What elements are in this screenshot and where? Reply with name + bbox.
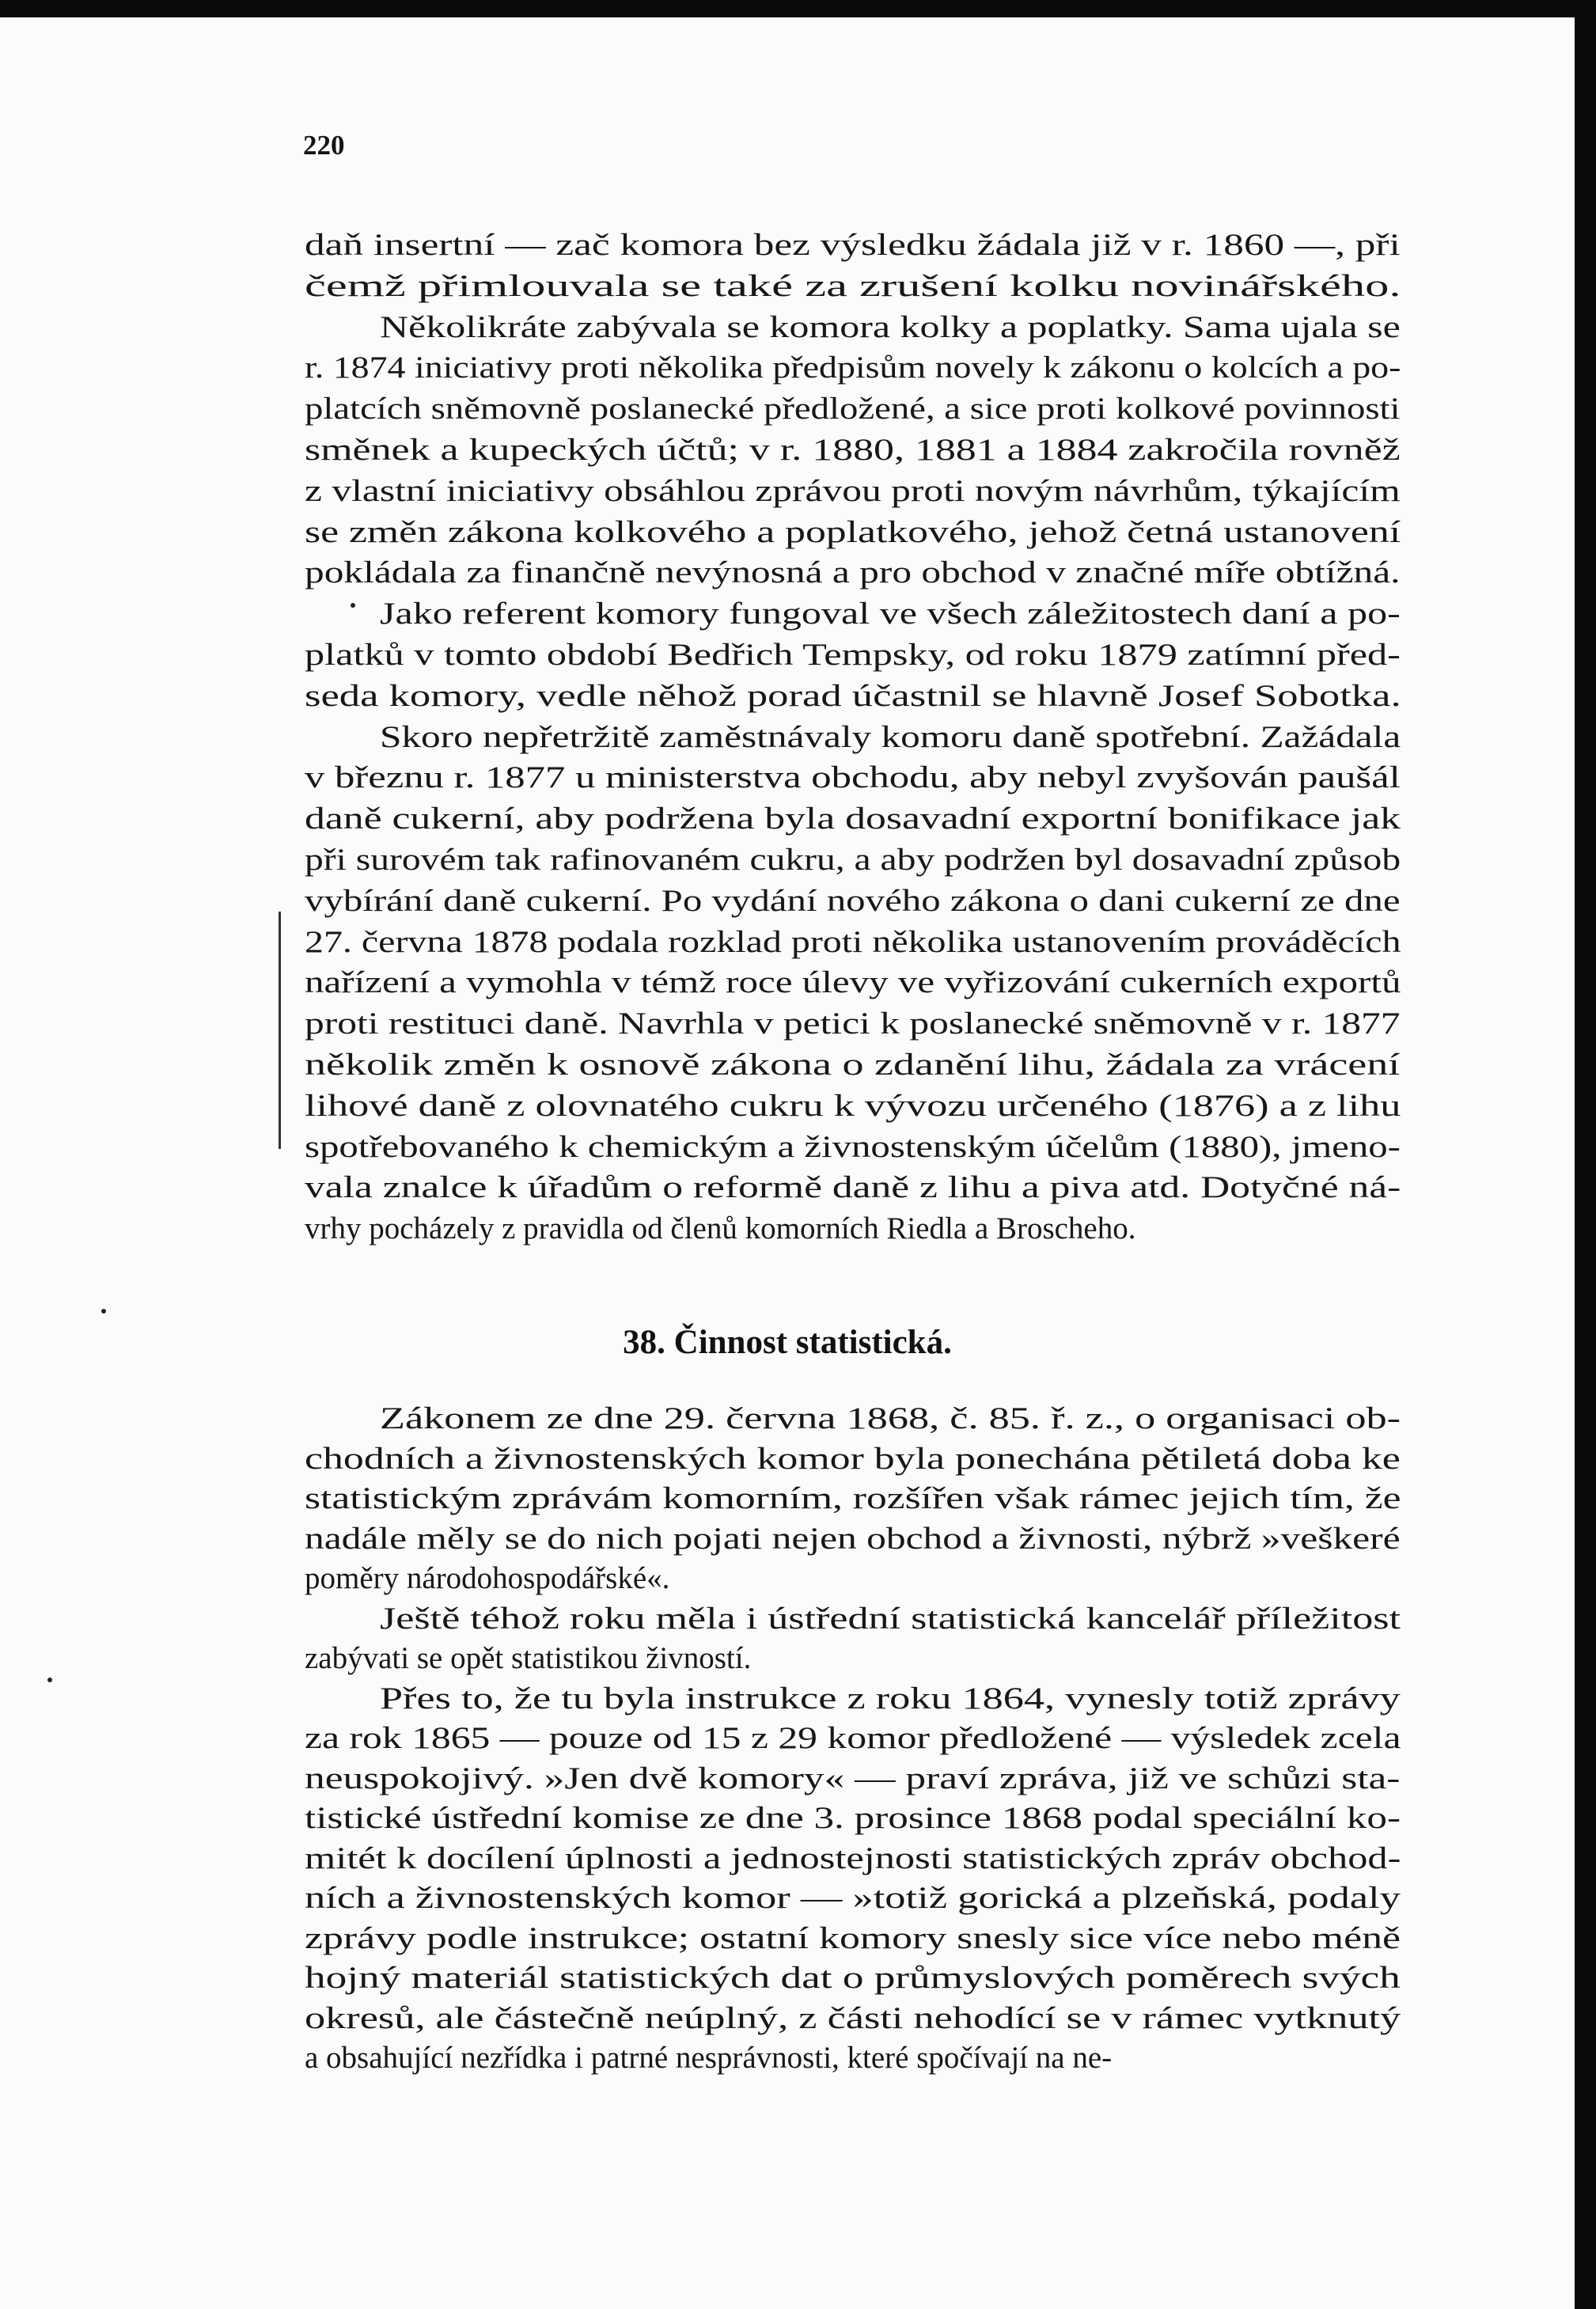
text-line: při surovém tak rafinovaném cukru, a aby podržen byl dosavadní způsob <box>305 843 1401 877</box>
text-line: seda komory, vedle něhož porad účastnil se hlavně Josef Sobotka. <box>305 679 1401 713</box>
margin-mark <box>279 912 281 1149</box>
text-line: statistickým zprávám komorním, rozšířen však rámec jejich tím, že <box>305 1481 1401 1515</box>
section-heading: 38. Činnost statistická. <box>623 1324 952 1361</box>
text-line: v březnu r. 1877 u ministerstva obchodu, aby nebyl zvyšován paušál <box>305 760 1401 794</box>
text-line: Několikráte zabývala se komora kolky a poplatky. Sama ujala se <box>380 310 1401 344</box>
text-line: pokládala za finančně nevýnosná a pro obchod v značné míře obtížná. <box>305 555 1401 590</box>
text-line: Ještě téhož roku měla i ústřední statistická kancelář příležitost <box>380 1602 1401 1636</box>
text-line: 27. června 1878 podala rozklad proti několika ustanovením prováděcích <box>305 925 1401 959</box>
text-line: ních a živnostenských komor — »totiž gorická a plzeňská, podaly <box>305 1881 1401 1915</box>
text-line: čemž přimlouvala se také za zrušení kolku novinářského. <box>305 269 1401 303</box>
book-page <box>0 17 1575 2309</box>
text-line: mitét k docílení úplnosti a jednostejnosti statistických zpráv obchod- <box>305 1841 1401 1875</box>
text-line: poměry národohospodářské«. <box>305 1561 670 1595</box>
scan-speck <box>47 1678 52 1682</box>
scan-speck <box>351 603 355 608</box>
scan-top-border <box>0 0 1596 17</box>
text-line: za rok 1865 — pouze od 15 z 29 komor předložené — výsledek zcela <box>305 1721 1401 1755</box>
text-line: r. 1874 iniciativy proti několika předpisům novely k zákonu o kolcích a po- <box>305 351 1401 385</box>
text-line: vala znalce k úřadům o reformě daně z lihu a piva atd. Dotyčné ná- <box>305 1170 1401 1204</box>
text-line: platcích sněmovně poslanecké předložené, a sice proti kolkové povinnosti <box>305 392 1401 426</box>
text-line: spotřebovaného k chemickým a živnostenským účelům (1880), jmeno- <box>305 1130 1401 1164</box>
text-line: zabývati se opět statistikou živností. <box>305 1641 752 1675</box>
text-line: hojný materiál statistických dat o průmyslových poměrech svých <box>305 1961 1401 1995</box>
text-line: zprávy podle instrukce; ostatní komory snesly sice více nebo méně <box>305 1921 1401 1955</box>
text-line: platků v tomto období Bedřich Tempsky, od roku 1879 zatímní před- <box>305 638 1401 672</box>
text-line: z vlastní iniciativy obsáhlou zprávou proti novým návrhům, týkajícím <box>305 474 1401 508</box>
text-line: vybírání daně cukerní. Po vydání nového zákona o dani cukerní ze dne <box>305 884 1401 918</box>
scan-speck <box>101 1309 106 1314</box>
text-line: proti restituci daně. Navrhla v petici k poslanecké sněmovně v r. 1877 <box>305 1007 1401 1041</box>
text-line: se změn zákona kolkového a poplatkového, jehož četná ustanovení <box>305 515 1401 549</box>
text-line: chodních a živnostenských komor byla ponechána pětiletá doba ke <box>305 1442 1401 1476</box>
text-line: daně cukerní, aby podržena byla dosavadní exportní bonifikace jak <box>305 802 1401 836</box>
text-line: Přes to, že tu byla instrukce z roku 1864, vynesly totiž zprávy <box>380 1682 1401 1716</box>
text-line: lihové daně z olovnatého cukru k vývozu určeného (1876) a z lihu <box>305 1089 1401 1123</box>
text-line: nařízení a vymohla v témž roce úlevy ve vyřizování cukerních exportů <box>305 965 1401 999</box>
scan-right-border <box>1575 0 1596 2309</box>
page-number: 220 <box>303 130 345 161</box>
text-line: Jako referent komory fungoval ve všech záležitostech daní a po- <box>380 597 1401 631</box>
text-line: směnek a kupeckých účtů; v r. 1880, 1881 a 1884 zakročila rovněž <box>305 433 1401 467</box>
text-line: neuspokojivý. »Jen dvě komory« — praví zpráva, již ve schůzi sta- <box>305 1761 1401 1795</box>
text-line: nadále měly se do nich pojati nejen obchod a živnosti, nýbrž »veškeré <box>305 1522 1401 1556</box>
text-line: tistické ústřední komise ze dne 3. prosince 1868 podal speciální ko- <box>305 1801 1401 1835</box>
text-line: Zákonem ze dne 29. června 1868, č. 85. ř. z., o organisaci ob- <box>380 1401 1401 1435</box>
text-line: vrhy pocházely z pravidla od členů komorních Riedla a Broscheho. <box>305 1211 1136 1245</box>
text-line: a obsahující nezřídka i patrné nesprávnosti, které spočívají na ne- <box>305 2041 1113 2075</box>
text-line: daň insertní — zač komora bez výsledku žádala již v r. 1860 —, při <box>305 228 1401 262</box>
text-line: několik změn k osnově zákona o zdanění lihu, žádala za vrácení <box>305 1048 1401 1082</box>
text-line: okresů, ale částečně neúplný, z části nehodící se v rámec vytknutý <box>305 2001 1401 2035</box>
text-line: Skoro nepřetržitě zaměstnávaly komoru daně spotřební. Zažádala <box>380 720 1401 754</box>
